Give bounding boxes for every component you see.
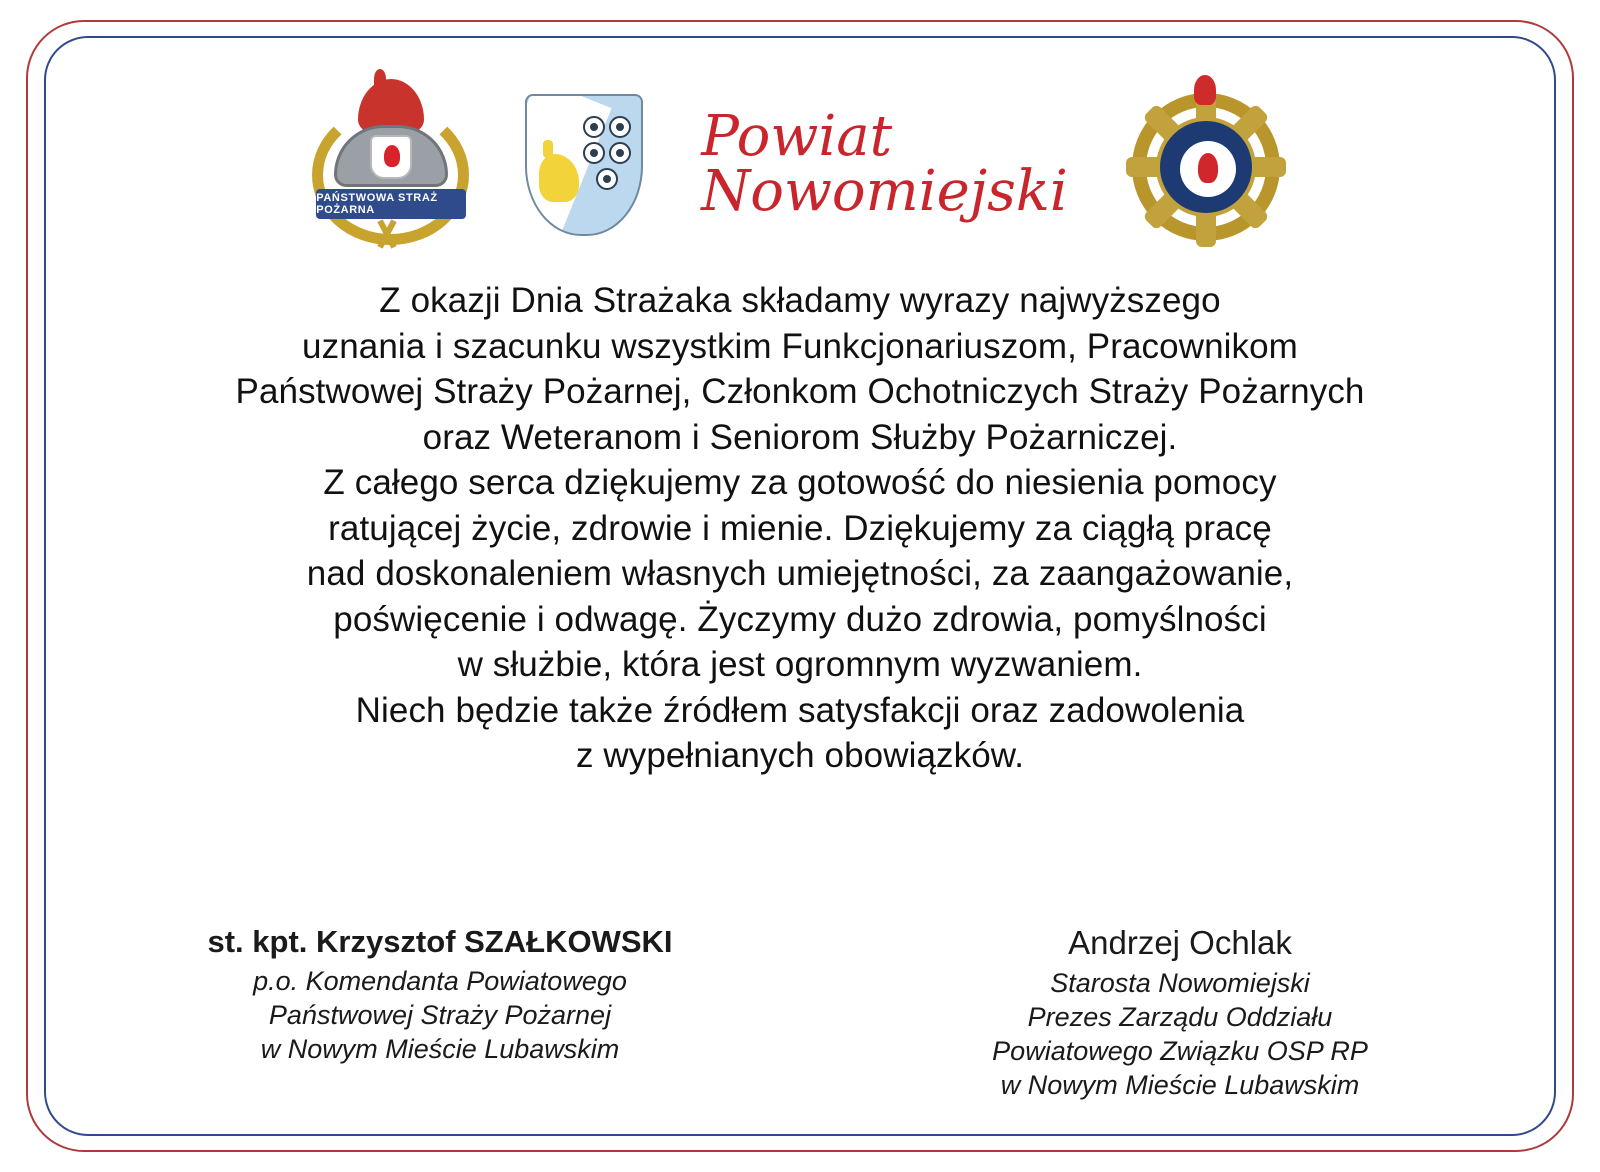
- message-line: z wypełnianych obowiązków.: [575, 736, 1025, 775]
- zosp-emblem-icon: [1120, 79, 1292, 251]
- rose-charge-icon: [596, 168, 618, 190]
- wordmark-line-2: Nowomiejski: [701, 159, 1068, 224]
- zosp-flame-shape: [1194, 75, 1216, 105]
- signature-right-name: Andrzej Ochlak: [1068, 923, 1292, 961]
- message-line: Z całego serca dziękujemy za gotowość do niesienia pomocy: [323, 463, 1277, 502]
- card-content: [70, 60, 1530, 1112]
- message-line: poświęcenie i odwagę. Życzymy dużo zdrowia, pomyślności: [333, 599, 1267, 639]
- shield-shape: [525, 94, 643, 236]
- rose-charge-icon: [583, 116, 605, 138]
- zosp-disc-shape: [1156, 117, 1256, 217]
- signature-left-name: st. kpt. Krzysztof SZAŁKOWSKI: [207, 923, 673, 959]
- message-line: w służbie, która jest ogromnym wyzwaniem.: [457, 645, 1143, 684]
- rose-charge-icon: [583, 142, 605, 164]
- signature-right-title-line: Powiatowego Związku OSP RP: [992, 1035, 1368, 1066]
- message-line: Państwowej Straży Pożarnej, Członkom Ochotniczych Straży Pożarnych: [235, 372, 1365, 411]
- psp-banner-text: PAŃSTWOWA STRAŻ POŻARNA: [316, 189, 466, 219]
- message-line: Niech będzie także źródłem satysfakcji oraz zadowolenia: [355, 690, 1245, 730]
- wordmark-line-1: Powiat: [701, 104, 893, 170]
- powiat-wordmark-text: [701, 104, 1068, 224]
- signature-left-title-line: w Nowym Mieście Lubawskim: [260, 1033, 620, 1064]
- powiat-coat-of-arms-logo: [525, 94, 643, 236]
- signature-left-title-line: Państwowej Straży Pożarnej: [268, 999, 612, 1030]
- psp-emblem-icon: [308, 79, 473, 251]
- signature-right-title-line: Starosta Nowomiejski: [1050, 967, 1310, 998]
- message-line: uznania i szacunku wszystkim Funkcjonariuszom, Pracownikom: [302, 326, 1298, 366]
- signature-right-title-line: Prezes Zarządu Oddziału: [1027, 1001, 1333, 1032]
- psp-axes-shape: [338, 219, 444, 249]
- message-line: ratującej życie, zdrowie i mienie. Dziękujemy za ciągłą pracę: [328, 508, 1272, 548]
- powiat-wordmark: [695, 104, 1068, 224]
- zosp-eagle-icon: [1180, 141, 1236, 197]
- signature-left-title-line: p.o. Komendanta Powiatowego: [253, 965, 627, 996]
- zosp-emblem-logo: [1120, 79, 1292, 251]
- coat-of-arms-icon: [525, 94, 643, 236]
- message-line: nad doskonaleniem własnych umiejętności, za zaangażowanie,: [306, 554, 1294, 593]
- signature-right: [870, 924, 1490, 1102]
- psp-emblem-logo: [308, 79, 473, 251]
- rose-charge-icon: [609, 142, 631, 164]
- logo-row: [70, 70, 1530, 260]
- message-line: Z okazji Dnia Strażaka składamy wyrazy najwyższego: [379, 281, 1221, 320]
- psp-eagle-shape: [370, 135, 412, 179]
- message-line: oraz Weteranom i Seniorom Służby Pożarniczej.: [422, 417, 1178, 457]
- signature-right-title-line: w Nowym Mieście Lubawskim: [1000, 1069, 1360, 1100]
- signature-left: [130, 924, 750, 1066]
- greeting-message: [70, 278, 1530, 779]
- rose-charge-icon: [609, 116, 631, 138]
- signature-row: [80, 924, 1520, 1102]
